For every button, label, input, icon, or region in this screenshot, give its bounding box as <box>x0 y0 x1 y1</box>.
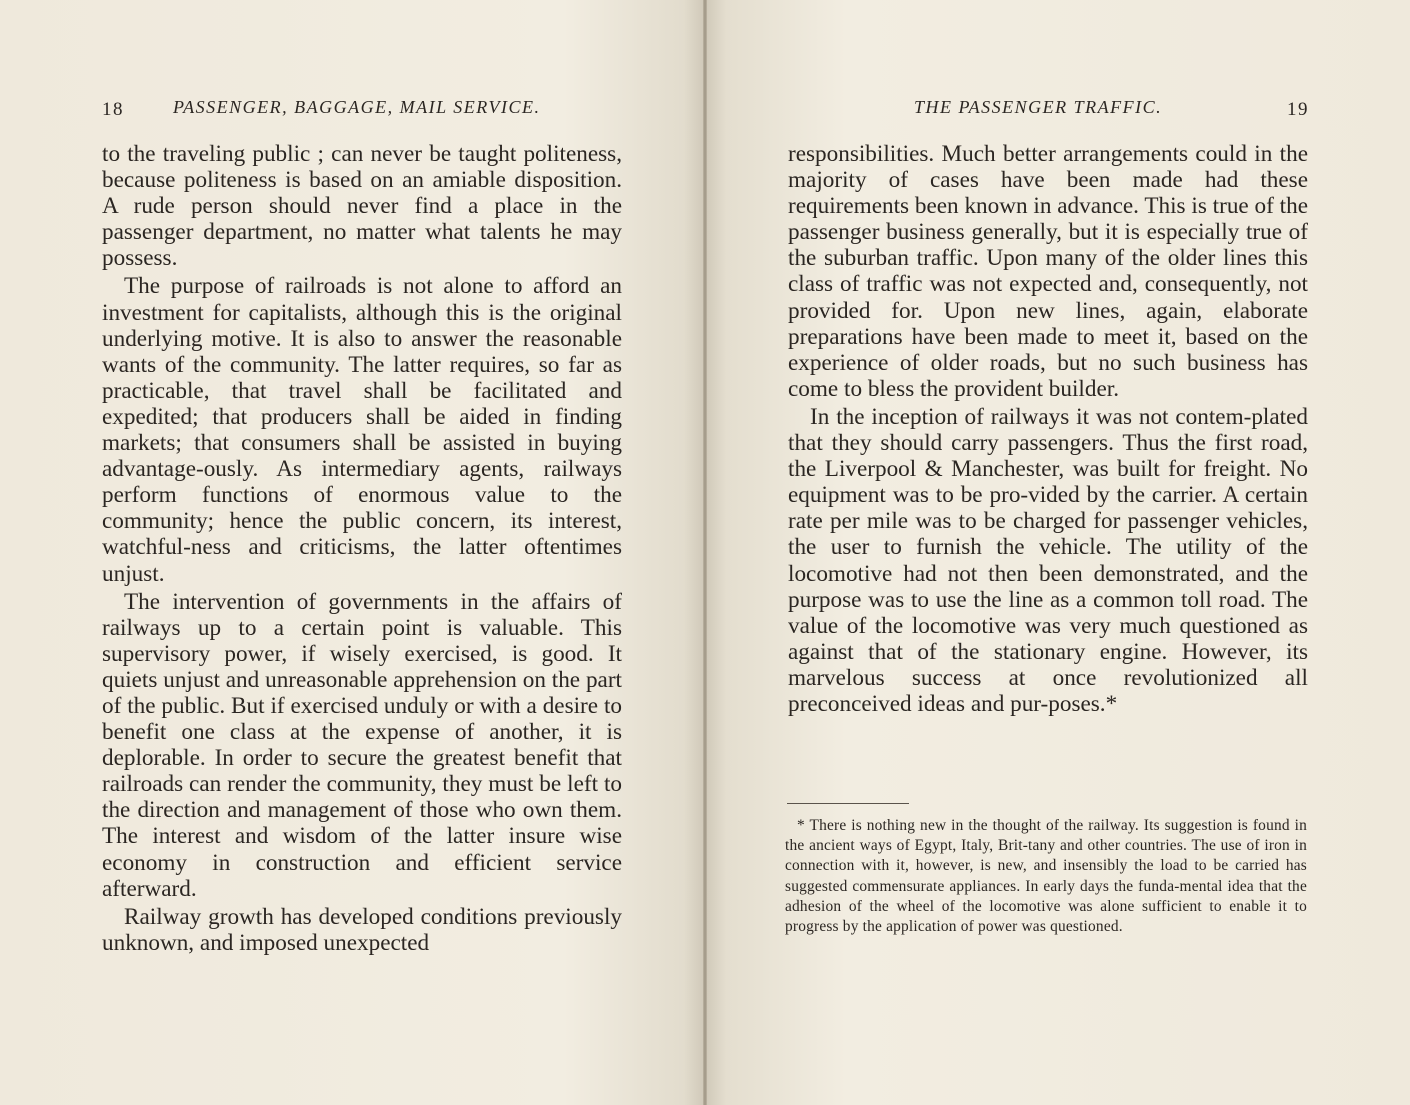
paragraph: The purpose of railroads is not alone to afford an investment for capitalists, although this is the original underlying motive. It is also to answer the reasonable wants of the community. The latter requires, so far as practicable, that travel shall be facilitated and expedited; that producers shall be aided in finding markets; that consumers shall be assisted in buying advantage-ously. As intermediary agents, railways perform functions of enormous value to the community; hence the public concern, its interest, watchful-ness and criticisms, the latter oftentimes unjust. <box>102 273 622 587</box>
footnote-rule <box>787 803 909 804</box>
book-gutter <box>703 0 707 1105</box>
running-head <box>173 97 540 123</box>
body-text <box>102 141 622 956</box>
running-head-text: PASSENGER, BAGGAGE, MAIL SERVICE. <box>173 97 541 117</box>
paragraph: Railway growth has developed conditions previously unknown, and imposed unexpected <box>102 903 622 956</box>
page-number: 18 <box>102 99 124 120</box>
paragraph: responsibilities. Much better arrangements could in the majority of cases have been made had these requirements been known in advance. This is true of the passenger business generally, but it is especially true of the suburban traffic. Upon many of the older lines this class of traffic was not expected and, consequently, not provided for. Upon new lines, again, elaborate preparations have been made to meet it, based on the experience of older roads, but no such business has come to bless the provident builder. <box>788 141 1308 402</box>
paragraph: The intervention of governments in the affairs of railways up to a certain point is valuable. This supervisory power, if wisely exercised, is good. It quiets unjust and unreasonable apprehension on the part of the public. But if exercised unduly or with a desire to benefit one class at the expense of another, it is deplorable. In order to secure the greatest benefit that railroads can render the community, they must be left to the direction and management of those who own them. The interest and wisdom of the latter insure wise economy in construction and efficient service afterward. <box>102 588 622 902</box>
page-number: 19 <box>1287 99 1309 120</box>
running-head-text: THE PASSENGER TRAFFIC. <box>914 97 1163 117</box>
footnote-text: * There is nothing new in the thought of the railway. Its suggestion is found in the ancient ways of Egypt, Italy, Brit-tany and other countries. The use of iron in connection with it, however, is new, and insensibly the load to be carried has suggested commensurate appliances. In early days the funda-mental idea that the adhesion of the wheel of the locomotive was alone sufficient to enable it to progress by the application of power was questioned. <box>785 817 1307 936</box>
body-text <box>788 141 1308 717</box>
footnote <box>785 816 1307 937</box>
right-page <box>705 0 1410 1105</box>
running-head <box>914 97 1162 123</box>
paragraph: to the traveling public ; can never be taught politeness, because politeness is based on an amiable disposition. A rude person should never find a place in the passenger department, no matter what talents he may possess. <box>102 141 622 272</box>
paragraph: In the inception of railways it was not contem-plated that they should carry passengers. Thus the first road, the Liverpool & Manchester, was built for freight. No equipment was to be pro-vided by the carrier. A certain rate per mile was to be charged for passenger vehicles, the user to furnish the vehicle. The utility of the locomotive had not then been demonstrated, and the purpose was to use the line as a common toll road. The value of the locomotive was very much questioned as against that of the stationary engine. However, its marvelous success at once revolutionized all preconceived ideas and pur-poses.* <box>788 403 1308 717</box>
